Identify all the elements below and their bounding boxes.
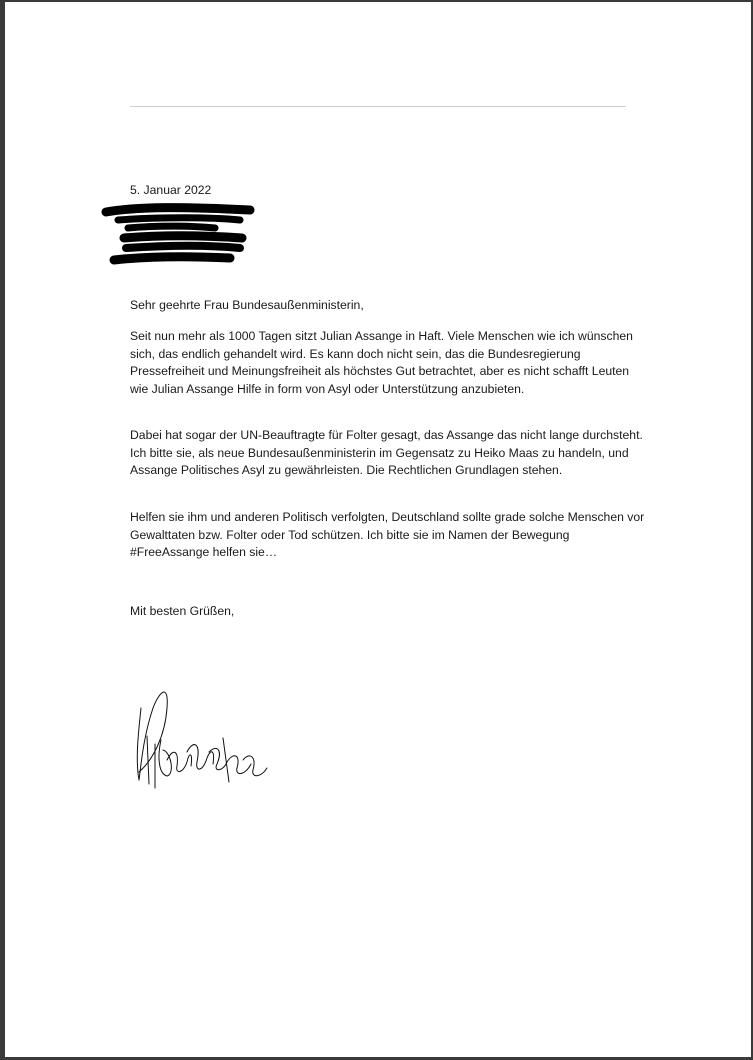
letter-date: 5. Januar 2022 (130, 183, 212, 197)
handwritten-signature (127, 678, 277, 800)
paragraph-text: Dabei hat sogar der UN-Beauftragte für Folter gesagt, das Assange das nicht lange durchsteht. (130, 428, 643, 442)
paragraph-text: Ich bitte sie, als neue Bundesaußenministerin im Gegensatz zu Heiko Maas zu handeln, und Assange Politisches Asyl zu gewährleisten. Die Rechtlichen Grundlagen stehen. (130, 445, 629, 478)
body-paragraph (130, 328, 645, 398)
paragraph-text: Helfen sie ihm und anderen Politisch verfolgten, Deutschland sollte grade solche Menschen vor Gewalttaten bzw. Folter oder Tod schützen. Ich bitte sie im Namen der Bewegung #FreeAssange helfen sie… (130, 510, 645, 560)
salutation: Sehr geehrte Frau Bundesaußenministerin, (130, 298, 364, 312)
body-paragraph (130, 427, 645, 480)
closing-line: Mit besten Grüßen, (130, 604, 235, 618)
letter-page (5, 2, 751, 1057)
paragraph-text: Seit nun mehr als 1000 Tagen sitzt Julian Assange in Haft. Viele Menschen wie ich wünschen sich, das endlich gehandelt wird. Es kann doch nicht sein, das die Bundesregierung Pressefreiheit und Meinungsfreiheit als höchstes Gut betrachtet, aber es nicht schafft Leuten wie Julian Assange Hilfe in form von Asyl oder Unterstützung anzubieten. (130, 329, 633, 396)
body-paragraph (130, 509, 645, 562)
header-divider (130, 106, 626, 107)
redacted-address-block (100, 198, 260, 270)
